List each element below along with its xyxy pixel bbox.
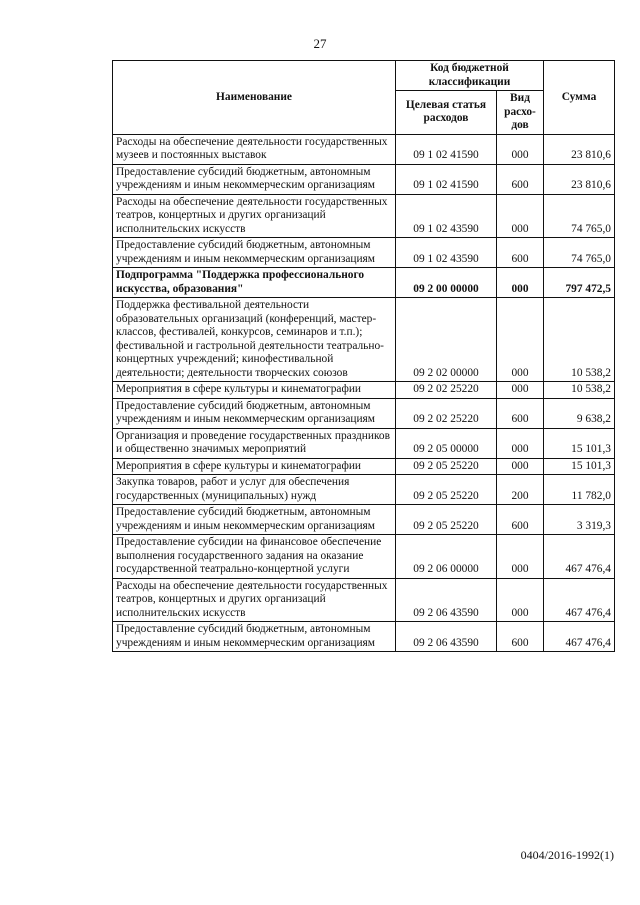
header-name: Наименование — [113, 61, 396, 135]
cell-code: 09 2 05 25220 — [396, 505, 497, 535]
cell-sum: 467 476,4 — [544, 578, 615, 622]
cell-sum: 3 319,3 — [544, 505, 615, 535]
document-id: 0404/2016-1992(1) — [520, 848, 614, 862]
header-target: Целевая статья расходов — [396, 91, 497, 135]
cell-name: Предоставление субсидий бюджетным, автономным учреждениям и иным некоммерческим организациям — [113, 622, 396, 652]
table-row — [113, 458, 615, 475]
cell-type: 600 — [497, 164, 544, 194]
budget-table — [112, 60, 615, 652]
cell-name: Закупка товаров, работ и услуг для обеспечения государственных (муниципальных) нужд — [113, 475, 396, 505]
header-code-group: Код бюджетной классификации — [396, 61, 544, 91]
cell-sum: 23 810,6 — [544, 164, 615, 194]
cell-type: 000 — [497, 458, 544, 475]
cell-type: 600 — [497, 622, 544, 652]
cell-sum: 797 472,5 — [544, 268, 615, 298]
cell-sum: 15 101,3 — [544, 428, 615, 458]
cell-code: 09 2 05 25220 — [396, 458, 497, 475]
cell-type: 000 — [497, 535, 544, 579]
table-row — [113, 428, 615, 458]
cell-type: 600 — [497, 238, 544, 268]
cell-code: 09 2 02 25220 — [396, 398, 497, 428]
cell-code: 09 2 06 43590 — [396, 578, 497, 622]
cell-type: 000 — [497, 268, 544, 298]
cell-name: Предоставление субсидий бюджетным, автономным учреждениям и иным некоммерческим организациям — [113, 238, 396, 268]
cell-name: Организация и проведение государственных праздников и общественно значимых мероприятий — [113, 428, 396, 458]
table-row — [113, 238, 615, 268]
cell-code: 09 2 02 25220 — [396, 382, 497, 399]
page-number: 27 — [313, 36, 327, 51]
cell-code: 09 2 00 00000 — [396, 268, 497, 298]
table-row — [113, 398, 615, 428]
table-row — [113, 164, 615, 194]
cell-sum: 74 765,0 — [544, 194, 615, 238]
cell-code: 09 2 05 00000 — [396, 428, 497, 458]
cell-name: Расходы на обеспечение деятельности государственных музеев и постоянных выставок — [113, 134, 396, 164]
table-row — [113, 535, 615, 579]
cell-name: Подпрограмма "Поддержка профессионального искусства, образования" — [113, 268, 396, 298]
cell-code: 09 2 02 00000 — [396, 298, 497, 382]
cell-name: Расходы на обеспечение деятельности государственных театров, концертных и других организаций исполнительских искусств — [113, 194, 396, 238]
cell-sum: 467 476,4 — [544, 535, 615, 579]
cell-sum: 9 638,2 — [544, 398, 615, 428]
cell-code: 09 1 02 41590 — [396, 164, 497, 194]
cell-name: Расходы на обеспечение деятельности государственных театров, концертных и других организаций исполнительских искусств — [113, 578, 396, 622]
table-row — [113, 505, 615, 535]
cell-sum: 11 782,0 — [544, 475, 615, 505]
table-row — [113, 578, 615, 622]
cell-type: 600 — [497, 505, 544, 535]
cell-type: 000 — [497, 194, 544, 238]
cell-type: 000 — [497, 134, 544, 164]
header-type: Вид расхо-дов — [497, 91, 544, 135]
table-header — [113, 61, 615, 135]
cell-sum: 467 476,4 — [544, 622, 615, 652]
table-row — [113, 268, 615, 298]
cell-type: 000 — [497, 428, 544, 458]
cell-code: 09 1 02 41590 — [396, 134, 497, 164]
table-row — [113, 622, 615, 652]
cell-sum: 23 810,6 — [544, 134, 615, 164]
cell-name: Предоставление субсидий бюджетным, автономным учреждениям и иным некоммерческим организациям — [113, 164, 396, 194]
table-row — [113, 298, 615, 382]
cell-sum: 15 101,3 — [544, 458, 615, 475]
cell-type: 200 — [497, 475, 544, 505]
cell-name: Мероприятия в сфере культуры и кинематографии — [113, 458, 396, 475]
cell-name: Поддержка фестивальной деятельности образовательных организаций (конференций, мастер-классов, фестивалей, конкурсов, семинаров и т.п.); фестивальной и гастрольной деятельности театрально-концертных учреждений; кинофестивальной деятельности; деятельности творческих союзов — [113, 298, 396, 382]
cell-sum: 10 538,2 — [544, 298, 615, 382]
cell-sum: 10 538,2 — [544, 382, 615, 399]
header-sum: Сумма — [544, 61, 615, 135]
cell-type: 000 — [497, 382, 544, 399]
table-body — [113, 134, 615, 652]
cell-name: Предоставление субсидий бюджетным, автономным учреждениям и иным некоммерческим организациям — [113, 398, 396, 428]
cell-code: 09 2 05 25220 — [396, 475, 497, 505]
cell-code: 09 2 06 00000 — [396, 535, 497, 579]
cell-name: Мероприятия в сфере культуры и кинематографии — [113, 382, 396, 399]
cell-sum: 74 765,0 — [544, 238, 615, 268]
cell-name: Предоставление субсидий бюджетным, автономным учреждениям и иным некоммерческим организациям — [113, 505, 396, 535]
cell-type: 000 — [497, 578, 544, 622]
cell-code: 09 1 02 43590 — [396, 238, 497, 268]
cell-name: Предоставление субсидии на финансовое обеспечение выполнения государственного задания на оказание государственной театрально-концертной услуги — [113, 535, 396, 579]
table-row — [113, 134, 615, 164]
cell-code: 09 1 02 43590 — [396, 194, 497, 238]
cell-type: 600 — [497, 398, 544, 428]
cell-code: 09 2 06 43590 — [396, 622, 497, 652]
table-row — [113, 382, 615, 399]
table-row — [113, 475, 615, 505]
table-row — [113, 194, 615, 238]
cell-type: 000 — [497, 298, 544, 382]
